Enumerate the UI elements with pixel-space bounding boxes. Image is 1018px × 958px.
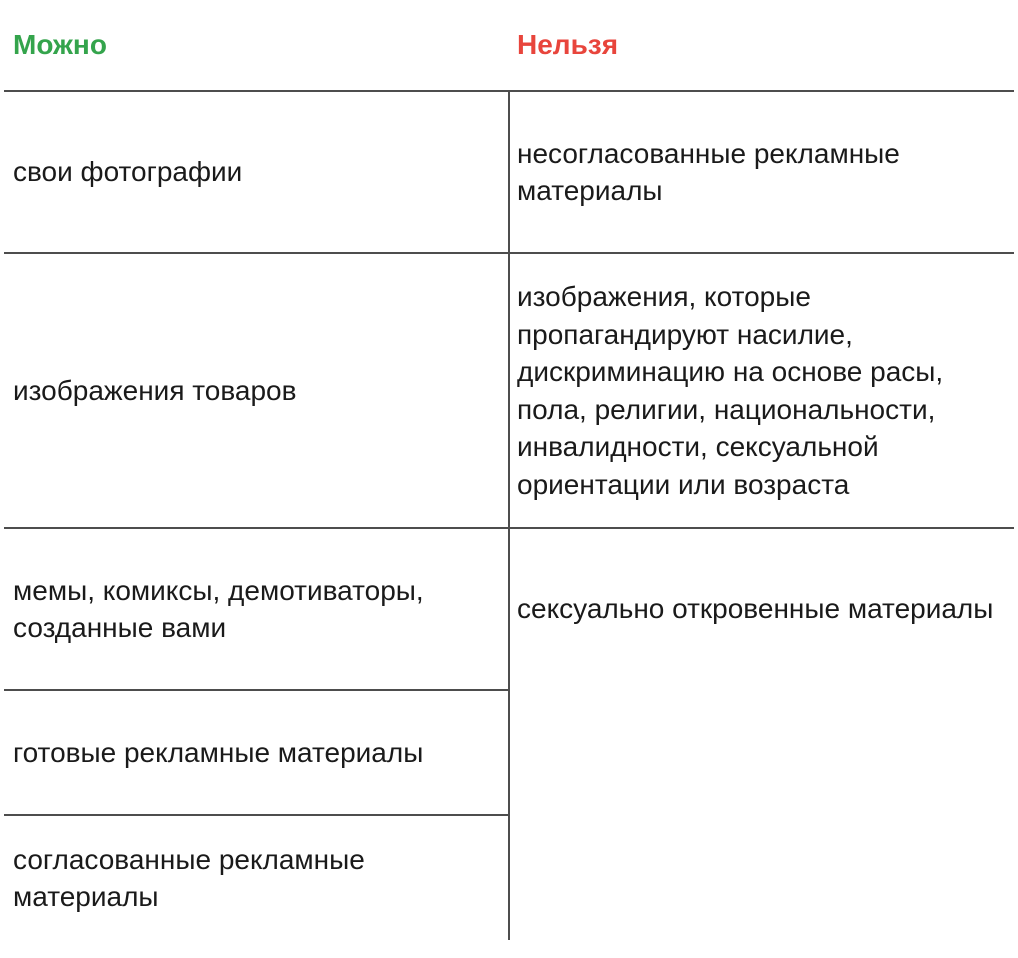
forbidden-item: сексуально откровенные материалы [517, 593, 994, 625]
allowed-item: согласованные рекламные материалы [13, 843, 365, 912]
allowed-column-header: Можно [13, 29, 107, 60]
column-divider [508, 91, 510, 940]
allowed-item: свои фотографии [13, 156, 243, 188]
allowed-item: готовые рекламные материалы [13, 736, 424, 768]
allowed-item: изображения товаров [13, 374, 297, 406]
forbidden-item: несогласованные рекламные материалы [517, 137, 900, 206]
forbidden-item: изображения, которые пропагандируют насилие, дискриминацию на основе расы, пола, религии, национальности, инвалидности, сексуальной ориентации или возраста [517, 281, 944, 500]
forbidden-column-header: Нельзя [517, 29, 619, 60]
allowed-item: мемы, комиксы, демотиваторы, созданные вами [13, 574, 424, 643]
